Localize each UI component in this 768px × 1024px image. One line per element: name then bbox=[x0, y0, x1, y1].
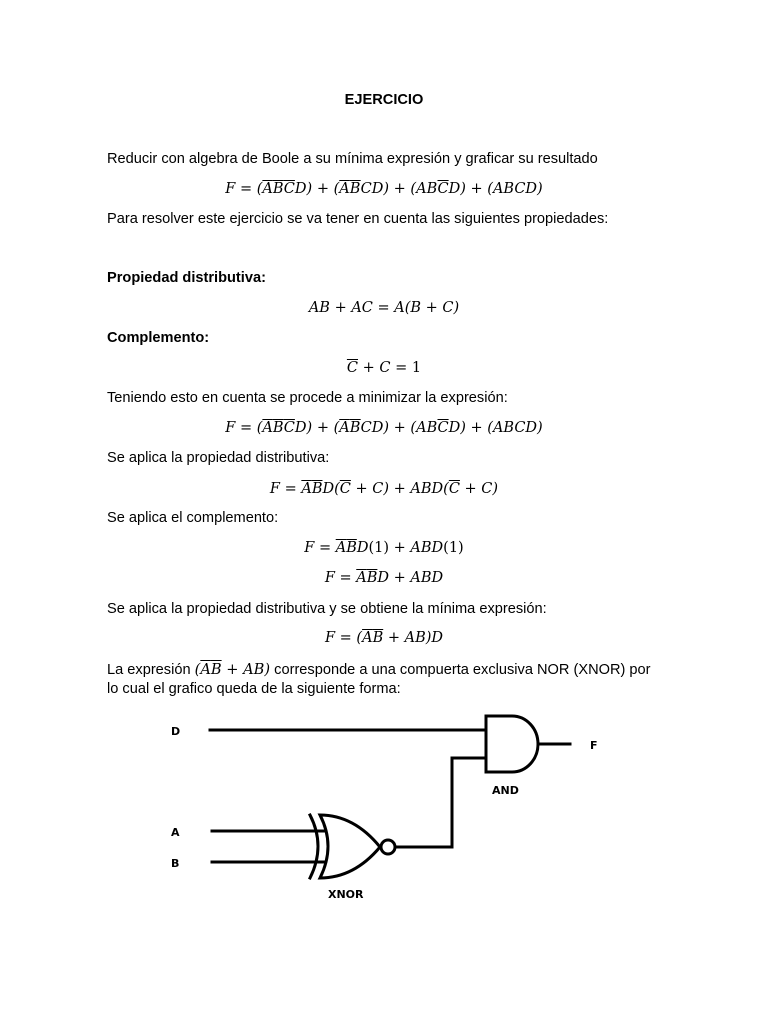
intro-text: Reducir con algebra de Boole a su mínima expresión y graficar su resultado bbox=[107, 151, 598, 167]
apply-complement-text: Se aplica el complemento: bbox=[107, 510, 279, 526]
xnor-inline-expression: $(\overline{A}\overline{B} + AB)$ bbox=[194, 661, 271, 678]
xnor-back-curve bbox=[310, 815, 318, 878]
xnor-text-line1 bbox=[107, 661, 651, 678]
equation-complement: $\overline{C} + C = 1$ bbox=[346, 360, 422, 376]
distributive-heading: Propiedad distributiva: bbox=[107, 270, 266, 286]
apply-final-text: Se aplica la propiedad distributiva y se obtiene la mínima expresión: bbox=[107, 601, 547, 617]
xnor-text-post: corresponde a una compuerta exclusiva NOR (XNOR) por bbox=[274, 662, 651, 678]
page-title: EJERCICIO bbox=[344, 92, 424, 108]
equation-step-complement: $F = \overline{A}\overline{B}D(1) + ABD(1)$ bbox=[304, 540, 464, 556]
label-a: A bbox=[171, 826, 180, 839]
equation-original: $F = (\overline{A}\overline{B}\overline{C}D) + (\overline{A}\overline{B}CD) + (AB\overline{C}D)$ + (ABCD) bbox=[225, 181, 543, 197]
equation-distributive: AB + AC = A(B + C) bbox=[308, 300, 460, 316]
and-gate bbox=[486, 716, 538, 772]
xnor-gate bbox=[320, 815, 380, 878]
label-d: D bbox=[171, 725, 181, 738]
logic-circuit-diagram bbox=[0, 700, 768, 920]
minimize-intro-text: Teniendo esto en cuenta se procede a minimizar la expresión: bbox=[107, 390, 508, 406]
xnor-inversion-bubble bbox=[381, 840, 395, 854]
equation-original-repeat: $F = (\overline{A}\overline{B}\overline{C}D) + (\overline{A}\overline{B}CD) + (AB\overline{C}D)$ + (ABCD) bbox=[225, 420, 543, 436]
xnor-text-pre: La expresión bbox=[107, 662, 191, 678]
label-f: F bbox=[590, 739, 598, 752]
apply-distributive-text: Se aplica la propiedad distributiva: bbox=[107, 450, 330, 466]
equation-step-simplified: $F = \overline{A}\overline{B}D$ + ABD bbox=[324, 570, 444, 586]
properties-intro-text: Para resolver este ejercicio se va tener en cuenta las siguientes propiedades: bbox=[107, 211, 609, 227]
xnor-text-line2: lo cual el grafico queda de la siguiente forma: bbox=[107, 681, 401, 697]
label-b: B bbox=[171, 857, 180, 870]
equation-step-distributive: $F = \overline{A}\overline{B}D(\overline{C} + C) + ABD(\overline{C} + C)$ bbox=[269, 481, 499, 497]
label-xnor: XNOR bbox=[328, 888, 364, 901]
equation-final: $F = (\overline{A}\overline{B} + AB)D$ bbox=[324, 630, 444, 646]
complement-heading: Complemento: bbox=[107, 330, 210, 346]
wire-xnor-to-and bbox=[395, 758, 486, 847]
label-and: AND bbox=[492, 784, 519, 797]
